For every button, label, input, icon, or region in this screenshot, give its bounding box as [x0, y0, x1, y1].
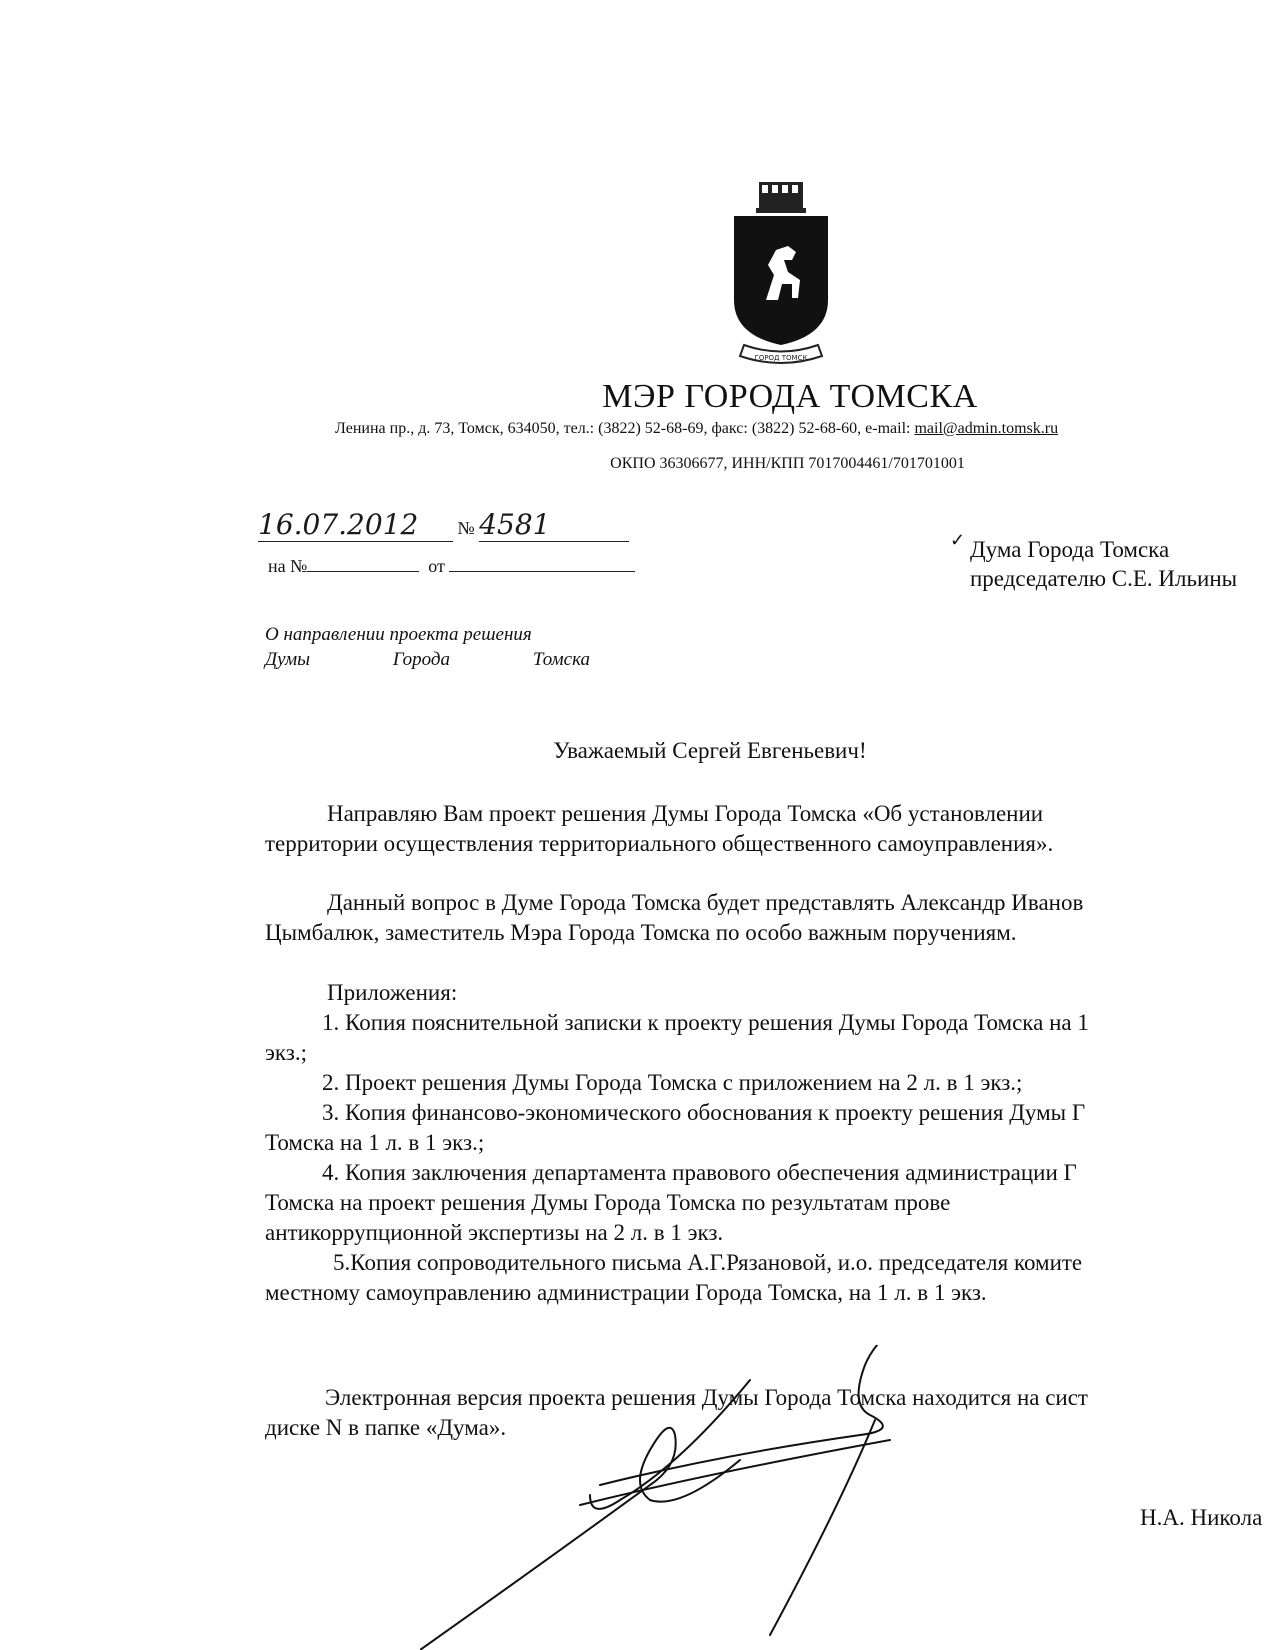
paragraph-2-line-1: Данный вопрос в Думе Города Томска будет представлять Александр Иванов	[327, 890, 1084, 915]
attachment-line: 4. Копия заключения департамента правового обеспечения администрации Г	[322, 1160, 1077, 1185]
attachment-line: антикоррупционной экспертизы на 2 л. в 1 экз.	[265, 1220, 724, 1245]
attachment-line: 2. Проект решения Думы Города Томска с приложением на 2 л. в 1 экз.;	[322, 1070, 1023, 1095]
registration-line	[258, 508, 629, 542]
coat-of-arms-icon	[726, 180, 836, 380]
paragraph-1	[265, 799, 1275, 859]
paragraph-2-line-2: Цымбалюк, заместитель Мэра Города Томска по особо важным поручениям.	[265, 920, 1017, 945]
registration-number: 4581	[479, 508, 629, 542]
letterhead-okpo: ОКПО 36306677, ИНН/КПП 7017004461/701701001	[610, 455, 965, 472]
reference-line	[268, 555, 635, 577]
addressee-line-1: Дума Города Томска	[970, 537, 1170, 562]
signer-name: Н.А. Никола	[1140, 1505, 1263, 1530]
ref-number-blank	[307, 555, 419, 572]
subject	[265, 622, 590, 672]
subject-word-2: Города	[392, 649, 451, 670]
paragraph-2	[265, 888, 1275, 948]
subject-line-1: О направлении проекта решения	[265, 624, 532, 645]
signature-icon	[420, 1345, 1120, 1650]
attachment-line: Томска на 1 л. в 1 экз.;	[265, 1130, 485, 1155]
attachment-line: 5.Копия сопроводительного письма А.Г.Рязановой, и.о. председателя комите	[333, 1250, 1083, 1275]
attachments	[265, 978, 1275, 1308]
checkmark-mark: ✓	[950, 530, 966, 550]
subject-word-1: Думы	[265, 649, 311, 670]
attachment-line: местному самоуправлению администрации Города Томска, на 1 л. в 1 экз.	[265, 1280, 987, 1305]
subject-word-3: Томска	[532, 649, 590, 670]
attachment-line: 3. Копия финансово-экономического обоснования к проекту решения Думы Г	[322, 1100, 1086, 1125]
addressee	[970, 535, 1237, 593]
attachment-line: Томска на проект решения Думы Города Томска по результатам прове	[265, 1190, 951, 1215]
addressee-line-2: председателю С.Е. Ильины	[970, 566, 1238, 591]
attachment-line: экз.;	[265, 1040, 307, 1065]
email-link[interactable]: mail@admin.tomsk.ru	[914, 420, 1059, 437]
attachments-label: Приложения:	[327, 980, 458, 1005]
coat-motto: ГОРОД ТОМСК	[754, 354, 808, 362]
ref-label: на №	[268, 556, 308, 576]
number-label: №	[457, 518, 475, 538]
paragraph-1-line-1: Направляю Вам проект решения Думы Города Томска «Об установлении	[327, 801, 1044, 826]
registration-date: 16.07.2012	[258, 508, 453, 542]
subject-line-2	[265, 647, 590, 672]
electronic-line-2: диске N в папке «Дума».	[265, 1415, 507, 1440]
letterhead-address	[335, 420, 1058, 438]
greeting: Уважаемый Сергей Евгеньевич!	[553, 738, 867, 763]
from-label: от	[428, 556, 445, 576]
paragraph-1-line-2: территории осуществления территориального общественного самоуправления».	[265, 831, 1054, 856]
page-title: МЭР ГОРОДА ТОМСКА	[602, 378, 978, 415]
ref-date-blank	[449, 555, 635, 572]
address-text: Ленина пр., д. 73, Томск, 634050, тел.: (3822) 52-68-69, факс: (3822) 52-68-60, e-mail:	[335, 420, 915, 437]
attachment-line: 1. Копия пояснительной записки к проекту решения Думы Города Томска на 1	[322, 1010, 1089, 1035]
electronic-line-1: Электронная версия проекта решения Думы Города Томска находится на сист	[325, 1385, 1088, 1410]
